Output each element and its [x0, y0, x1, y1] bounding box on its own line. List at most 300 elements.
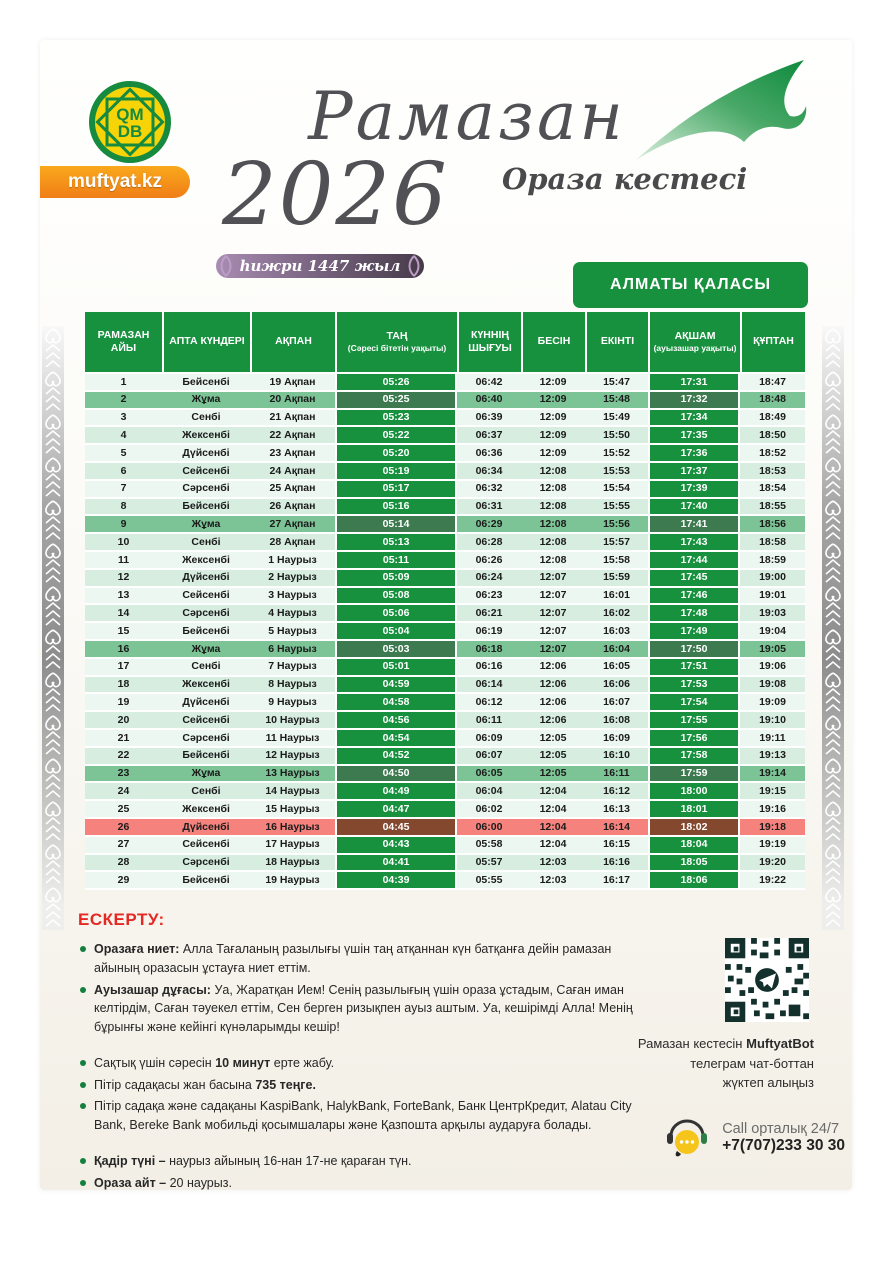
flourish-right-icon	[406, 255, 422, 277]
day-cell: 12	[85, 570, 162, 588]
aqsham-cell: 18:04	[648, 837, 740, 855]
sunrise-cell: 06:21	[457, 605, 521, 623]
table-header-row	[85, 312, 805, 374]
day-cell: 2	[85, 392, 162, 410]
table-row	[85, 410, 805, 428]
date-cell: 9 Наурыз	[250, 694, 335, 712]
note-qadir: Қадір түні – наурыз айының 16-нан 17-не қараған түн.	[78, 1152, 658, 1171]
besin-cell: 12:06	[521, 694, 585, 712]
sunrise-cell: 06:39	[457, 410, 521, 428]
ekinti-cell: 16:06	[585, 677, 648, 695]
title-year: 2026	[222, 145, 449, 245]
weekday-cell: Сәрсенбі	[162, 481, 250, 499]
ramadan-schedule-table	[85, 312, 805, 890]
weekday-cell: Жұма	[162, 392, 250, 410]
date-cell: 12 Наурыз	[250, 748, 335, 766]
besin-cell: 12:08	[521, 463, 585, 481]
besin-cell: 12:08	[521, 552, 585, 570]
table-row	[85, 677, 805, 695]
besin-cell: 12:04	[521, 783, 585, 801]
dawn-cell: 04:43	[335, 837, 457, 855]
quptan-cell: 19:05	[740, 641, 805, 659]
aqsham-cell: 17:55	[648, 712, 740, 730]
dawn-cell: 04:59	[335, 677, 457, 695]
day-cell: 4	[85, 427, 162, 445]
table-row	[85, 641, 805, 659]
ekinti-cell: 15:55	[585, 499, 648, 517]
date-cell: 16 Наурыз	[250, 819, 335, 837]
sunrise-cell: 06:36	[457, 445, 521, 463]
table-row	[85, 516, 805, 534]
ekinti-cell: 16:01	[585, 588, 648, 606]
day-cell: 3	[85, 410, 162, 428]
day-cell: 26	[85, 819, 162, 837]
date-cell: 18 Наурыз	[250, 855, 335, 873]
day-cell: 16	[85, 641, 162, 659]
weekday-cell: Бейсенбі	[162, 499, 250, 517]
date-cell: 24 Ақпан	[250, 463, 335, 481]
sunrise-cell: 06:37	[457, 427, 521, 445]
dawn-cell: 04:41	[335, 855, 457, 873]
ekinti-cell: 16:13	[585, 801, 648, 819]
aqsham-cell: 17:37	[648, 463, 740, 481]
note-saqtyq: Сақтық үшін сәресін 10 минут ерте жабу.	[78, 1054, 658, 1073]
aqsham-cell: 18:05	[648, 855, 740, 873]
day-cell: 25	[85, 801, 162, 819]
day-cell: 18	[85, 677, 162, 695]
dawn-cell: 05:22	[335, 427, 457, 445]
ekinti-cell: 15:59	[585, 570, 648, 588]
col-header-dawn: ТАҢ (Сәресі бітетін уақыты)	[335, 312, 457, 374]
dawn-cell: 05:26	[335, 374, 457, 392]
ekinti-cell: 15:53	[585, 463, 648, 481]
ekinti-cell: 15:49	[585, 410, 648, 428]
weekday-cell: Жексенбі	[162, 801, 250, 819]
day-cell: 7	[85, 481, 162, 499]
sunrise-cell: 06:32	[457, 481, 521, 499]
sunrise-cell: 06:42	[457, 374, 521, 392]
weekday-cell: Дүйсенбі	[162, 819, 250, 837]
sunrise-cell: 06:16	[457, 659, 521, 677]
poster-card	[40, 40, 852, 1190]
day-cell: 17	[85, 659, 162, 677]
ekinti-cell: 16:02	[585, 605, 648, 623]
note-pitir-amount: Пітір садақасы жан басына 735 теңге.	[78, 1076, 658, 1095]
ekinti-cell: 16:16	[585, 855, 648, 873]
weekday-cell: Сенбі	[162, 410, 250, 428]
notes-section	[78, 910, 658, 1190]
day-cell: 22	[85, 748, 162, 766]
ekinti-cell: 15:52	[585, 445, 648, 463]
ekinti-cell: 16:04	[585, 641, 648, 659]
quptan-cell: 19:09	[740, 694, 805, 712]
day-cell: 13	[85, 588, 162, 606]
dawn-cell: 04:39	[335, 872, 457, 890]
ekinti-cell: 15:57	[585, 534, 648, 552]
quptan-cell: 19:10	[740, 712, 805, 730]
dawn-cell: 04:45	[335, 819, 457, 837]
sunrise-cell: 06:11	[457, 712, 521, 730]
table-row	[85, 374, 805, 392]
weekday-cell: Жұма	[162, 641, 250, 659]
aqsham-cell: 17:36	[648, 445, 740, 463]
weekday-cell: Сейсенбі	[162, 588, 250, 606]
quptan-cell: 18:48	[740, 392, 805, 410]
weekday-cell: Сейсенбі	[162, 837, 250, 855]
quptan-cell: 18:56	[740, 516, 805, 534]
table-row	[85, 570, 805, 588]
weekday-cell: Бейсенбі	[162, 748, 250, 766]
sunrise-cell: 06:00	[457, 819, 521, 837]
quptan-cell: 18:52	[740, 445, 805, 463]
quptan-cell: 19:18	[740, 819, 805, 837]
aqsham-cell: 18:00	[648, 783, 740, 801]
weekday-cell: Бейсенбі	[162, 374, 250, 392]
date-cell: 6 Наурыз	[250, 641, 335, 659]
aqsham-cell: 17:31	[648, 374, 740, 392]
quptan-cell: 18:59	[740, 552, 805, 570]
quptan-cell: 19:00	[740, 570, 805, 588]
date-cell: 10 Наурыз	[250, 712, 335, 730]
quptan-cell: 19:14	[740, 766, 805, 784]
besin-cell: 12:06	[521, 659, 585, 677]
besin-cell: 12:05	[521, 748, 585, 766]
besin-cell: 12:04	[521, 819, 585, 837]
weekday-cell: Дүйсенбі	[162, 570, 250, 588]
sunrise-cell: 05:55	[457, 872, 521, 890]
ekinti-cell: 16:12	[585, 783, 648, 801]
date-cell: 17 Наурыз	[250, 837, 335, 855]
table-row	[85, 819, 805, 837]
besin-cell: 12:07	[521, 570, 585, 588]
besin-cell: 12:03	[521, 855, 585, 873]
date-cell: 21 Ақпан	[250, 410, 335, 428]
sunrise-cell: 06:26	[457, 552, 521, 570]
date-cell: 2 Наурыз	[250, 570, 335, 588]
date-cell: 28 Ақпан	[250, 534, 335, 552]
dawn-cell: 05:19	[335, 463, 457, 481]
weekday-cell: Жұма	[162, 516, 250, 534]
dawn-cell: 04:50	[335, 766, 457, 784]
weekday-cell: Сенбі	[162, 659, 250, 677]
quptan-cell: 19:22	[740, 872, 805, 890]
day-cell: 21	[85, 730, 162, 748]
ekinti-cell: 15:54	[585, 481, 648, 499]
quptan-cell: 18:58	[740, 534, 805, 552]
ekinti-cell: 15:56	[585, 516, 648, 534]
besin-cell: 12:08	[521, 481, 585, 499]
note-dugasy: Ауызашар дұғасы: Уа, Жаратқан Ием! Сенің разылығың үшін ораза ұстадым, Саған иман келтірдім, Саған тәуекел еттім, Сен берген ризықпен ауыз аштым. Уа, кешірімді Алла! Менің бұрынғы және кейінгі күнәларымды кешір!	[78, 981, 658, 1037]
day-cell: 1	[85, 374, 162, 392]
aqsham-cell: 17:58	[648, 748, 740, 766]
aqsham-cell: 18:01	[648, 801, 740, 819]
aqsham-cell: 17:56	[648, 730, 740, 748]
call-center-icon	[661, 1112, 713, 1164]
aqsham-cell: 17:49	[648, 623, 740, 641]
aqsham-cell: 17:43	[648, 534, 740, 552]
besin-cell: 12:08	[521, 534, 585, 552]
hijri-text: һижри 1447 жыл	[239, 257, 401, 275]
quptan-cell: 19:20	[740, 855, 805, 873]
sunrise-cell: 06:28	[457, 534, 521, 552]
date-cell: 20 Ақпан	[250, 392, 335, 410]
besin-cell: 12:09	[521, 374, 585, 392]
ekinti-cell: 15:48	[585, 392, 648, 410]
besin-cell: 12:07	[521, 641, 585, 659]
quptan-cell: 19:08	[740, 677, 805, 695]
table-row	[85, 872, 805, 890]
besin-cell: 12:06	[521, 712, 585, 730]
dawn-cell: 05:20	[335, 445, 457, 463]
sunrise-cell: 06:40	[457, 392, 521, 410]
bot-download-text: Рамазан кестесін MuftyatBot телеграм чат-боттан жүктеп алыңыз	[637, 1036, 814, 1090]
table-row	[85, 481, 805, 499]
svg-text:DB: DB	[117, 122, 143, 141]
quptan-cell: 19:19	[740, 837, 805, 855]
quptan-cell: 18:49	[740, 410, 805, 428]
title-ramazan: Рамазан	[308, 78, 626, 155]
quptan-cell: 19:03	[740, 605, 805, 623]
weekday-cell: Бейсенбі	[162, 623, 250, 641]
quptan-cell: 19:11	[740, 730, 805, 748]
quptan-cell: 18:54	[740, 481, 805, 499]
sunrise-cell: 06:04	[457, 783, 521, 801]
date-cell: 5 Наурыз	[250, 623, 335, 641]
aqsham-cell: 17:51	[648, 659, 740, 677]
table-row	[85, 392, 805, 410]
besin-cell: 12:08	[521, 499, 585, 517]
dawn-cell: 04:56	[335, 712, 457, 730]
besin-cell: 12:04	[521, 801, 585, 819]
weekday-cell: Сәрсенбі	[162, 855, 250, 873]
quptan-cell: 18:53	[740, 463, 805, 481]
title-subtitle: Ораза кестесі	[502, 162, 748, 196]
weekday-cell: Сенбі	[162, 534, 250, 552]
day-cell: 19	[85, 694, 162, 712]
ekinti-cell: 16:17	[585, 872, 648, 890]
col-header-ramazan-day: РАМАЗАН АЙЫ	[85, 312, 162, 374]
day-cell: 23	[85, 766, 162, 784]
dawn-cell: 05:01	[335, 659, 457, 677]
table-row	[85, 605, 805, 623]
ekinti-cell: 15:58	[585, 552, 648, 570]
table-row	[85, 499, 805, 517]
note-oraza-ait: Ораза айт – 20 наурыз.	[78, 1174, 658, 1191]
aqsham-cell: 18:06	[648, 872, 740, 890]
dawn-cell: 04:49	[335, 783, 457, 801]
sunrise-cell: 06:09	[457, 730, 521, 748]
weekday-cell: Дүйсенбі	[162, 694, 250, 712]
aqsham-cell: 18:02	[648, 819, 740, 837]
col-header-quptan: ҚҰПТАН	[740, 312, 805, 374]
quptan-cell: 19:13	[740, 748, 805, 766]
aqsham-cell: 17:41	[648, 516, 740, 534]
besin-cell: 12:07	[521, 605, 585, 623]
weekday-cell: Дүйсенбі	[162, 445, 250, 463]
sunrise-cell: 06:18	[457, 641, 521, 659]
date-cell: 25 Ақпан	[250, 481, 335, 499]
table-row	[85, 427, 805, 445]
dawn-cell: 04:58	[335, 694, 457, 712]
table-row	[85, 623, 805, 641]
note-niet: Оразаға ниет: Алла Тағаланың разылығы үшін таң атқаннан күн батқанға дейін рамазан айының оразасын ұстауға ниет еттім.	[78, 940, 658, 978]
besin-cell: 12:07	[521, 623, 585, 641]
dawn-cell: 05:09	[335, 570, 457, 588]
dawn-cell: 04:47	[335, 801, 457, 819]
aqsham-cell: 17:46	[648, 588, 740, 606]
date-cell: 8 Наурыз	[250, 677, 335, 695]
besin-cell: 12:03	[521, 872, 585, 890]
date-cell: 11 Наурыз	[250, 730, 335, 748]
sunrise-cell: 06:05	[457, 766, 521, 784]
sunrise-cell: 06:19	[457, 623, 521, 641]
weekday-cell: Жұма	[162, 766, 250, 784]
table-row	[85, 766, 805, 784]
table-row	[85, 837, 805, 855]
table-row	[85, 712, 805, 730]
date-cell: 4 Наурыз	[250, 605, 335, 623]
aqsham-cell: 17:45	[648, 570, 740, 588]
aqsham-cell: 17:32	[648, 392, 740, 410]
table-row	[85, 783, 805, 801]
aqsham-cell: 17:44	[648, 552, 740, 570]
call-phone-number: +7(707)233 30 30	[722, 1137, 845, 1154]
date-cell: 7 Наурыз	[250, 659, 335, 677]
quptan-cell: 18:50	[740, 427, 805, 445]
aqsham-cell: 17:35	[648, 427, 740, 445]
sunrise-cell: 06:14	[457, 677, 521, 695]
dawn-cell: 05:08	[335, 588, 457, 606]
day-cell: 5	[85, 445, 162, 463]
qmdb-logo-icon	[88, 80, 172, 164]
sunrise-cell: 06:02	[457, 801, 521, 819]
hijri-banner	[216, 254, 424, 278]
quptan-cell: 18:55	[740, 499, 805, 517]
col-header-sunrise: КҮННІҢ ШЫҒУЫ	[457, 312, 521, 374]
aqsham-cell: 17:54	[648, 694, 740, 712]
ornament-strip-left	[42, 326, 64, 930]
ekinti-cell: 15:50	[585, 427, 648, 445]
besin-cell: 12:09	[521, 427, 585, 445]
table-row	[85, 463, 805, 481]
dawn-cell: 05:16	[335, 499, 457, 517]
day-cell: 29	[85, 872, 162, 890]
date-cell: 13 Наурыз	[250, 766, 335, 784]
col-header-besin: БЕСІН	[521, 312, 585, 374]
weekday-cell: Сенбі	[162, 783, 250, 801]
aqsham-cell: 17:48	[648, 605, 740, 623]
notes-title: ЕСКЕРТУ:	[78, 910, 165, 929]
dawn-cell: 05:14	[335, 516, 457, 534]
quptan-cell: 19:01	[740, 588, 805, 606]
dawn-cell: 05:11	[335, 552, 457, 570]
col-header-weekday: АПТА КҮНДЕРІ	[162, 312, 250, 374]
date-cell: 23 Ақпан	[250, 445, 335, 463]
svg-text:QM: QM	[116, 105, 144, 124]
aqsham-cell: 17:34	[648, 410, 740, 428]
col-header-aqsham: АҚШАМ (ауызашар уақыты)	[648, 312, 740, 374]
date-cell: 22 Ақпан	[250, 427, 335, 445]
day-cell: 27	[85, 837, 162, 855]
call-center-block	[661, 1112, 845, 1164]
day-cell: 9	[85, 516, 162, 534]
col-header-ekinti: ЕКІНТІ	[585, 312, 648, 374]
aqsham-cell: 17:40	[648, 499, 740, 517]
dawn-cell: 05:13	[335, 534, 457, 552]
sunrise-cell: 06:12	[457, 694, 521, 712]
table-row	[85, 748, 805, 766]
besin-cell: 12:09	[521, 410, 585, 428]
ekinti-cell: 16:07	[585, 694, 648, 712]
ekinti-cell: 16:14	[585, 819, 648, 837]
day-cell: 15	[85, 623, 162, 641]
sunrise-cell: 06:29	[457, 516, 521, 534]
ekinti-cell: 16:08	[585, 712, 648, 730]
day-cell: 11	[85, 552, 162, 570]
dawn-cell: 04:54	[335, 730, 457, 748]
date-cell: 19 Ақпан	[250, 374, 335, 392]
ornament-strip-right	[822, 326, 844, 930]
quptan-cell: 18:47	[740, 374, 805, 392]
besin-cell: 12:07	[521, 588, 585, 606]
table-row	[85, 855, 805, 873]
table-row	[85, 588, 805, 606]
ekinti-cell: 16:15	[585, 837, 648, 855]
day-cell: 24	[85, 783, 162, 801]
dawn-cell: 05:17	[335, 481, 457, 499]
besin-cell: 12:09	[521, 445, 585, 463]
quptan-cell: 19:16	[740, 801, 805, 819]
dawn-cell: 05:25	[335, 392, 457, 410]
ekinti-cell: 15:47	[585, 374, 648, 392]
quptan-cell: 19:06	[740, 659, 805, 677]
besin-cell: 12:04	[521, 837, 585, 855]
muftyat-badge: muftyat.kz	[40, 166, 190, 198]
aqsham-cell: 17:59	[648, 766, 740, 784]
dawn-cell: 05:23	[335, 410, 457, 428]
quptan-cell: 19:04	[740, 623, 805, 641]
day-cell: 8	[85, 499, 162, 517]
city-label: АЛМАТЫ ҚАЛАСЫ	[573, 262, 808, 308]
weekday-cell: Сейсенбі	[162, 463, 250, 481]
date-cell: 27 Ақпан	[250, 516, 335, 534]
weekday-cell: Жексенбі	[162, 427, 250, 445]
table-row	[85, 445, 805, 463]
date-cell: 3 Наурыз	[250, 588, 335, 606]
besin-cell: 12:08	[521, 516, 585, 534]
flourish-left-icon	[218, 255, 234, 277]
date-cell: 14 Наурыз	[250, 783, 335, 801]
day-cell: 14	[85, 605, 162, 623]
weekday-cell: Жексенбі	[162, 677, 250, 695]
ekinti-cell: 16:11	[585, 766, 648, 784]
weekday-cell: Бейсенбі	[162, 872, 250, 890]
table-row	[85, 552, 805, 570]
weekday-cell: Сәрсенбі	[162, 730, 250, 748]
sunrise-cell: 06:31	[457, 499, 521, 517]
sunrise-cell: 06:23	[457, 588, 521, 606]
sunrise-cell: 06:24	[457, 570, 521, 588]
besin-cell: 12:06	[521, 677, 585, 695]
table-row	[85, 659, 805, 677]
dawn-cell: 05:03	[335, 641, 457, 659]
table-row	[85, 730, 805, 748]
table-row	[85, 801, 805, 819]
call-label: Call орталық 24/7	[722, 1121, 840, 1137]
date-cell: 19 Наурыз	[250, 872, 335, 890]
ekinti-cell: 16:09	[585, 730, 648, 748]
date-cell: 15 Наурыз	[250, 801, 335, 819]
